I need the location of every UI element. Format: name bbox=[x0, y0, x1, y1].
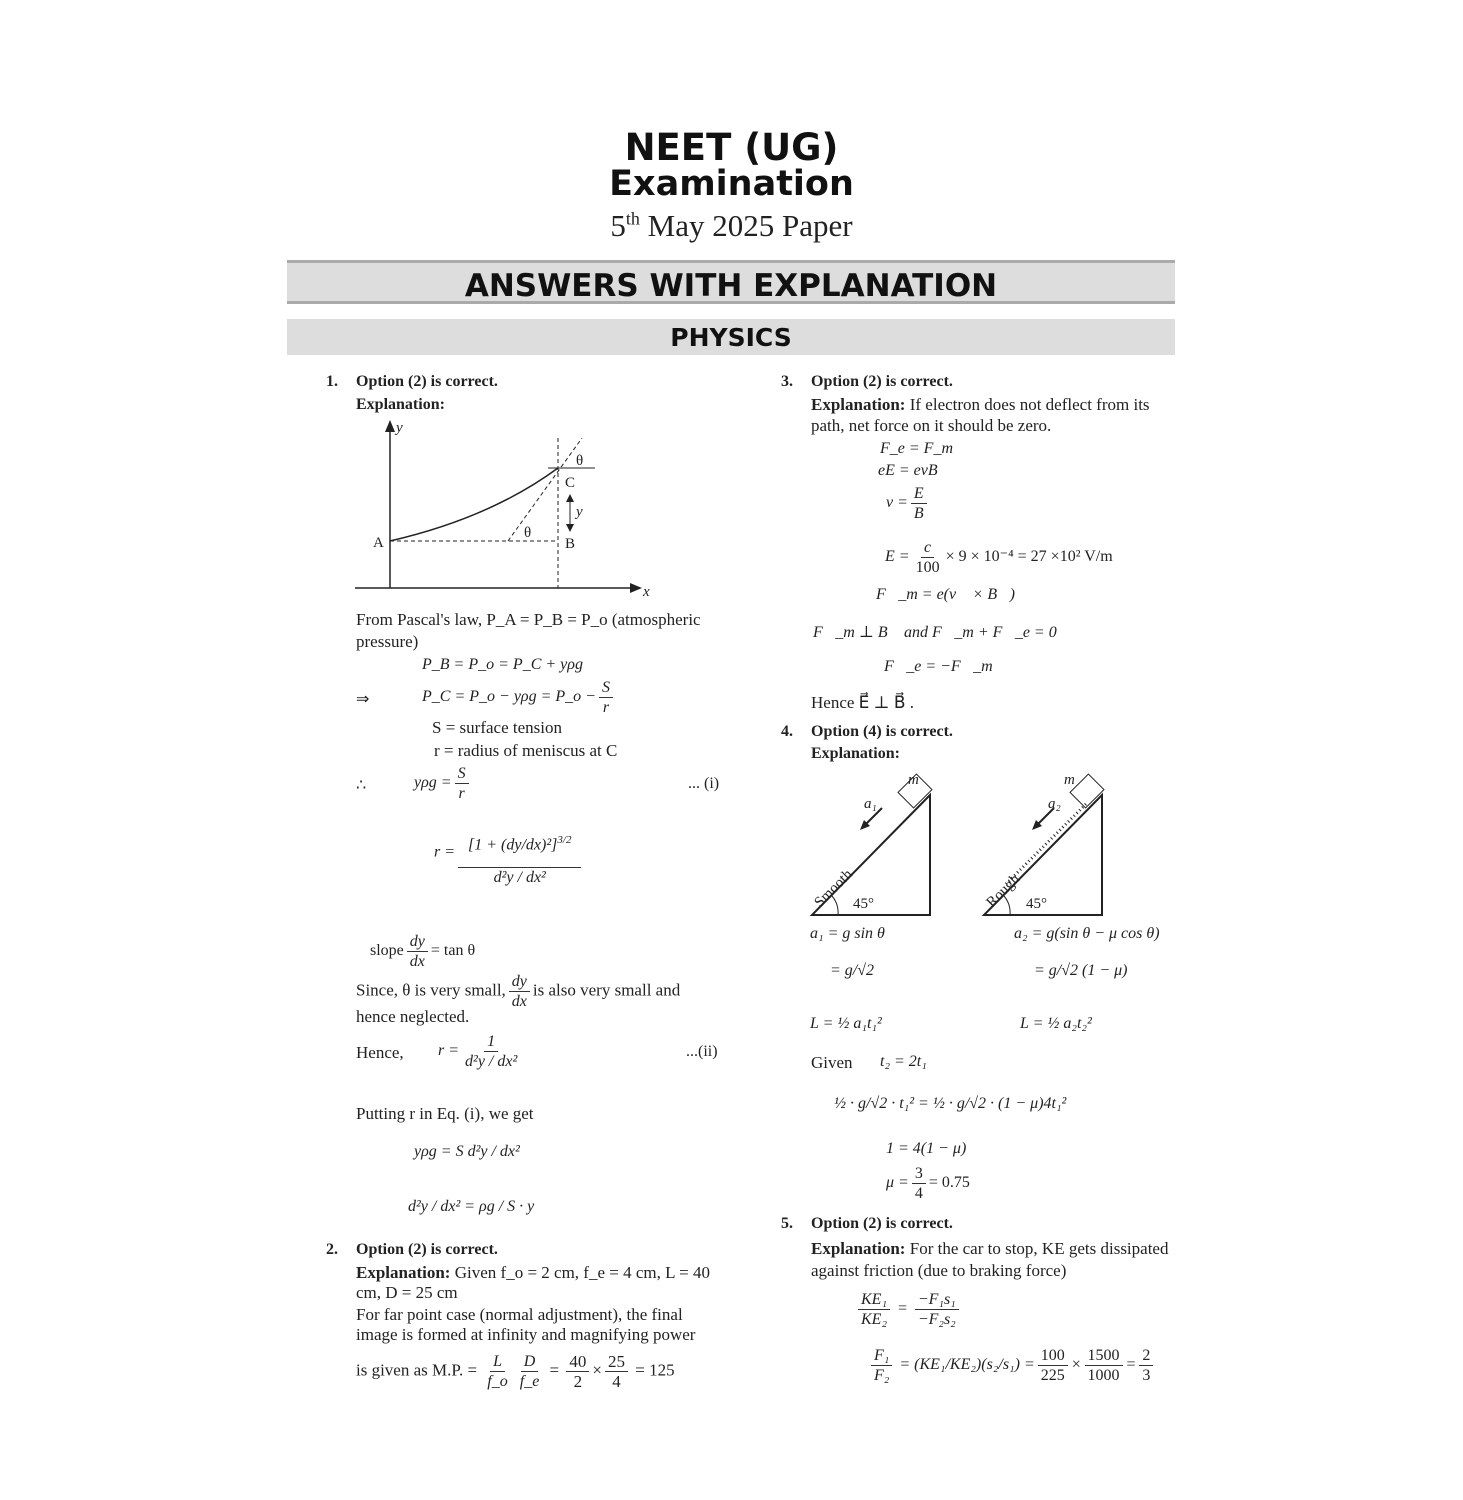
y-axis-arrow-icon bbox=[385, 420, 395, 432]
q4-a1-val: = g/√2 bbox=[830, 962, 875, 979]
q3-option: Option (2) is correct. bbox=[811, 373, 953, 390]
e3-den: B bbox=[913, 505, 924, 522]
r-num bbox=[458, 818, 581, 868]
q3-hence: Hence E⃗ ⊥ B⃗ . bbox=[811, 693, 915, 712]
e2-n3: 1500 bbox=[1085, 1346, 1123, 1366]
q3-e3 bbox=[886, 484, 930, 523]
eq5-rhs: = ρg / S · y bbox=[464, 1198, 535, 1215]
eq4-lhs: yρg = bbox=[414, 1143, 452, 1160]
slope-den: dx bbox=[409, 953, 425, 970]
eq3-lhs: μ = bbox=[886, 1174, 909, 1192]
q1-r-definition: r = radius of meniscus at C bbox=[434, 741, 618, 760]
q4-L2: L = ½ a₂t₂² bbox=[1020, 1015, 1092, 1032]
q1-eq3-tag: ... (i) bbox=[688, 775, 720, 792]
e2-n2: 100 bbox=[1038, 1346, 1068, 1366]
q1-eq2 bbox=[422, 678, 616, 717]
x-axis-arrow-icon bbox=[630, 583, 642, 593]
e3-lhs: v = bbox=[886, 494, 908, 512]
eq3-den: r bbox=[458, 785, 465, 802]
eq3-num: 3 bbox=[912, 1164, 926, 1184]
q3-e2: eE = evB bbox=[878, 462, 938, 479]
arrow-down-icon bbox=[566, 524, 574, 532]
eq3-num: S bbox=[455, 764, 469, 784]
e2-eq: = bbox=[1125, 1356, 1137, 1374]
q2-line4: image is formed at infinity and magnifying power bbox=[356, 1325, 696, 1344]
e2-d3: 1000 bbox=[1087, 1367, 1120, 1384]
e1-rd: −F₂s₂ bbox=[917, 1311, 956, 1328]
q4-eq3 bbox=[886, 1164, 970, 1203]
q4-option: Option (4) is correct. bbox=[811, 723, 953, 740]
mp-n2: D bbox=[521, 1352, 539, 1372]
eq3-den: 4 bbox=[914, 1185, 923, 1202]
paper-date bbox=[0, 208, 1463, 244]
q3-e6: F⃗_m ⊥ B⃗ and F⃗_m + F⃗_e = 0⃗ bbox=[813, 624, 1070, 641]
q4-a1-eq: a₁ = g sin θ bbox=[810, 925, 885, 942]
mp-x: × bbox=[592, 1360, 602, 1380]
implies-symbol: ⇒ bbox=[356, 691, 370, 708]
eq2-den: r bbox=[602, 699, 610, 716]
e3-num: E bbox=[911, 484, 927, 504]
hence-lhs: r = bbox=[438, 1042, 460, 1060]
q5-option: Option (2) is correct. bbox=[811, 1215, 953, 1232]
q3-explanation-label: Explanation: bbox=[811, 395, 906, 414]
q4-explanation-label: Explanation: bbox=[811, 745, 900, 762]
mp-d3: 2 bbox=[573, 1372, 583, 1391]
title-neet-ug: NEET (UG) bbox=[624, 126, 839, 169]
q2-l1: Given f_o = 2 cm, f_e = 4 cm, L = 40 bbox=[454, 1263, 710, 1282]
r-lhs: r = bbox=[434, 843, 456, 861]
mass-label-rough: m bbox=[1064, 772, 1075, 788]
slope-rhs: = tan θ bbox=[430, 942, 476, 960]
q1-slope bbox=[370, 932, 475, 971]
answers-banner: ANSWERS WITH EXPLANATION bbox=[287, 260, 1175, 304]
mp-d1: f_o bbox=[487, 1373, 508, 1390]
q3-l1: If electron does not deflect from its bbox=[909, 395, 1150, 414]
q1-pascal-line1: From Pascal's law, P_A = P_B = P_o (atmospheric bbox=[356, 610, 701, 629]
since-a: Since, θ is very small, bbox=[356, 980, 506, 1000]
q1-number: 1. bbox=[326, 373, 338, 390]
q5-e1 bbox=[855, 1290, 962, 1329]
e2-d2: 225 bbox=[1040, 1367, 1065, 1384]
q4-a2-val: = g/√2 (1 − μ) bbox=[1034, 962, 1128, 979]
theta-top-label: θ bbox=[576, 453, 584, 469]
therefore-symbol: ∴ bbox=[356, 777, 367, 794]
eq2-lhs: P_C = P_o − yρg = P_o − bbox=[422, 688, 596, 706]
q4-L1: L = ½ a₁t₁² bbox=[810, 1015, 882, 1032]
mp-d4: 4 bbox=[612, 1372, 621, 1391]
r-num-exp: 3/2 bbox=[557, 834, 572, 846]
q2-number: 2. bbox=[326, 1241, 338, 1258]
point-b-label: B bbox=[565, 536, 576, 552]
hence-den: d²y / dx² bbox=[465, 1053, 518, 1070]
height-y-label: y bbox=[576, 504, 583, 520]
q1-since-c: hence neglected. bbox=[356, 1007, 470, 1026]
date-suffix: th bbox=[625, 208, 640, 229]
q3-e5: F⃗_m = e(v⃗ × B⃗) bbox=[876, 586, 1015, 603]
q4-given: Given bbox=[811, 1053, 853, 1072]
e4-lhs: E = bbox=[885, 548, 910, 566]
q4-eq1: ½ · g/√2 · t₁² = ½ · g/√2 · (1 − μ)4t₁² bbox=[834, 1095, 1067, 1112]
e2-n4: 2 bbox=[1139, 1346, 1153, 1366]
q1-hence: Hence, bbox=[356, 1043, 404, 1062]
r-den: d²y / dx² bbox=[493, 869, 546, 887]
slope-label: slope bbox=[370, 942, 404, 960]
q4-a2-eq: a₂ = g(sin θ − μ cos θ) bbox=[1014, 925, 1160, 942]
meniscus-curve bbox=[390, 468, 558, 541]
mp-n1: L bbox=[490, 1352, 505, 1372]
q5-l1: For the car to stop, KE gets dissipated bbox=[909, 1239, 1169, 1258]
mp-label: is given as M.P. = bbox=[356, 1360, 478, 1380]
e4-den: 100 bbox=[915, 559, 940, 576]
eq2-num: S bbox=[599, 678, 613, 698]
q2-line3: For far point case (normal adjustment), the final bbox=[356, 1305, 683, 1324]
q3-e1: F_e = F_m bbox=[880, 440, 953, 457]
q1-option: Option (2) is correct. bbox=[356, 373, 498, 390]
e1-rn: −F₁s₁ bbox=[915, 1290, 959, 1310]
e4-num: c bbox=[921, 538, 934, 558]
mass-label-smooth: m bbox=[908, 772, 919, 788]
hence-num: 1 bbox=[484, 1032, 498, 1052]
slope-num: dy bbox=[407, 932, 428, 952]
q2-mp bbox=[356, 1352, 675, 1391]
q3-line2: path, net force on it should be zero. bbox=[811, 416, 1052, 435]
smooth-label: Smooth bbox=[811, 866, 856, 911]
q4-given-eq: t₂ = 2t₁ bbox=[880, 1053, 927, 1070]
r-num-text: [1 + (dy/dx)²] bbox=[468, 836, 558, 854]
q2-explanation-label: Explanation: bbox=[356, 1263, 451, 1282]
eq4-rhs: S d²y / dx² bbox=[455, 1143, 520, 1160]
q1-eq4 bbox=[414, 1143, 520, 1161]
e1-d: KE₂ bbox=[861, 1311, 888, 1328]
q1-hence-tag: ...(ii) bbox=[686, 1043, 718, 1060]
since-b: is also very small and bbox=[532, 980, 681, 1000]
y-axis-label: y bbox=[396, 420, 403, 436]
q2-line2: cm, D = 25 cm bbox=[356, 1283, 458, 1302]
eq3-rhs: = 0.75 bbox=[928, 1174, 970, 1192]
eq3-lhs: yρg = bbox=[414, 774, 452, 792]
since-num: dy bbox=[509, 972, 530, 992]
q1-eq5 bbox=[408, 1198, 534, 1216]
q5-line2: against friction (due to braking force) bbox=[811, 1261, 1067, 1280]
e1-n: KE₁ bbox=[858, 1290, 890, 1310]
date-rest: May 2025 Paper bbox=[647, 208, 853, 243]
mp-n4: 25 bbox=[605, 1352, 628, 1372]
q5-line1 bbox=[811, 1239, 1168, 1259]
since-den: dx bbox=[511, 993, 527, 1010]
q1-pascal-line2: pressure) bbox=[356, 632, 419, 651]
angle-label-rough: 45° bbox=[1026, 896, 1047, 912]
q1-s-definition: S = surface tension bbox=[432, 718, 562, 737]
q4-eq2: 1 = 4(1 − μ) bbox=[886, 1140, 967, 1157]
eq5-lhs: d²y / dx² bbox=[408, 1198, 461, 1215]
q2-line1 bbox=[356, 1263, 710, 1283]
mp-n3: 40 bbox=[566, 1352, 589, 1372]
e2-d4: 3 bbox=[1142, 1367, 1151, 1384]
q1-hence-eq bbox=[438, 1032, 523, 1071]
q3-line1 bbox=[811, 395, 1150, 415]
point-a-label: A bbox=[373, 535, 384, 551]
q1-explanation-label: Explanation: bbox=[356, 396, 445, 413]
q1-eq1: P_B = P_o = P_C + yρg bbox=[422, 656, 583, 673]
date-day: 5 bbox=[610, 208, 626, 243]
e1-eq: = bbox=[897, 1300, 908, 1318]
q3-e4 bbox=[885, 538, 1113, 577]
arrow-up-icon bbox=[566, 494, 574, 502]
q5-number: 5. bbox=[781, 1215, 793, 1232]
q1-since bbox=[356, 972, 680, 1011]
theta-bottom-label: θ bbox=[524, 525, 532, 541]
angle-label-smooth: 45° bbox=[853, 896, 874, 912]
q1-eq3 bbox=[414, 764, 472, 803]
q3-e7: F⃗_e = −F⃗_m bbox=[884, 658, 993, 675]
point-c-label: C bbox=[565, 475, 576, 491]
a1-label: a₁ bbox=[864, 796, 877, 812]
mp-result: = 125 bbox=[635, 1360, 675, 1380]
q1-putting: Putting r in Eq. (i), we get bbox=[356, 1104, 534, 1123]
mp-eq: = bbox=[549, 1360, 560, 1380]
e2-n: F₁ bbox=[871, 1346, 892, 1366]
e2-d: F₂ bbox=[874, 1367, 890, 1384]
q4-incline-diagram bbox=[800, 770, 1120, 920]
block-rough bbox=[1070, 774, 1104, 808]
q4-number: 4. bbox=[781, 723, 793, 740]
a2-label: a₂ bbox=[1048, 796, 1061, 812]
q2-option: Option (2) is correct. bbox=[356, 1241, 498, 1258]
rough-label: Rough bbox=[983, 871, 1024, 911]
q5-explanation-label: Explanation: bbox=[811, 1239, 906, 1258]
q3-number: 3. bbox=[781, 373, 793, 390]
title-examination: Examination bbox=[609, 164, 854, 204]
mp-d2: f_e bbox=[519, 1373, 540, 1390]
e2-x: × bbox=[1070, 1356, 1082, 1374]
q1-meniscus-diagram bbox=[350, 418, 660, 603]
subject-banner: PHYSICS bbox=[287, 319, 1175, 355]
e4-rhs: × 9 × 10⁻⁴ = 27 ×10² V/m bbox=[945, 548, 1113, 566]
x-axis-label: x bbox=[643, 584, 650, 600]
q5-e2 bbox=[868, 1346, 1156, 1385]
q1-radius-formula bbox=[434, 818, 584, 887]
e2-rhs: = (KE₁/KE₂)(s₂/s₁) = bbox=[899, 1356, 1035, 1374]
